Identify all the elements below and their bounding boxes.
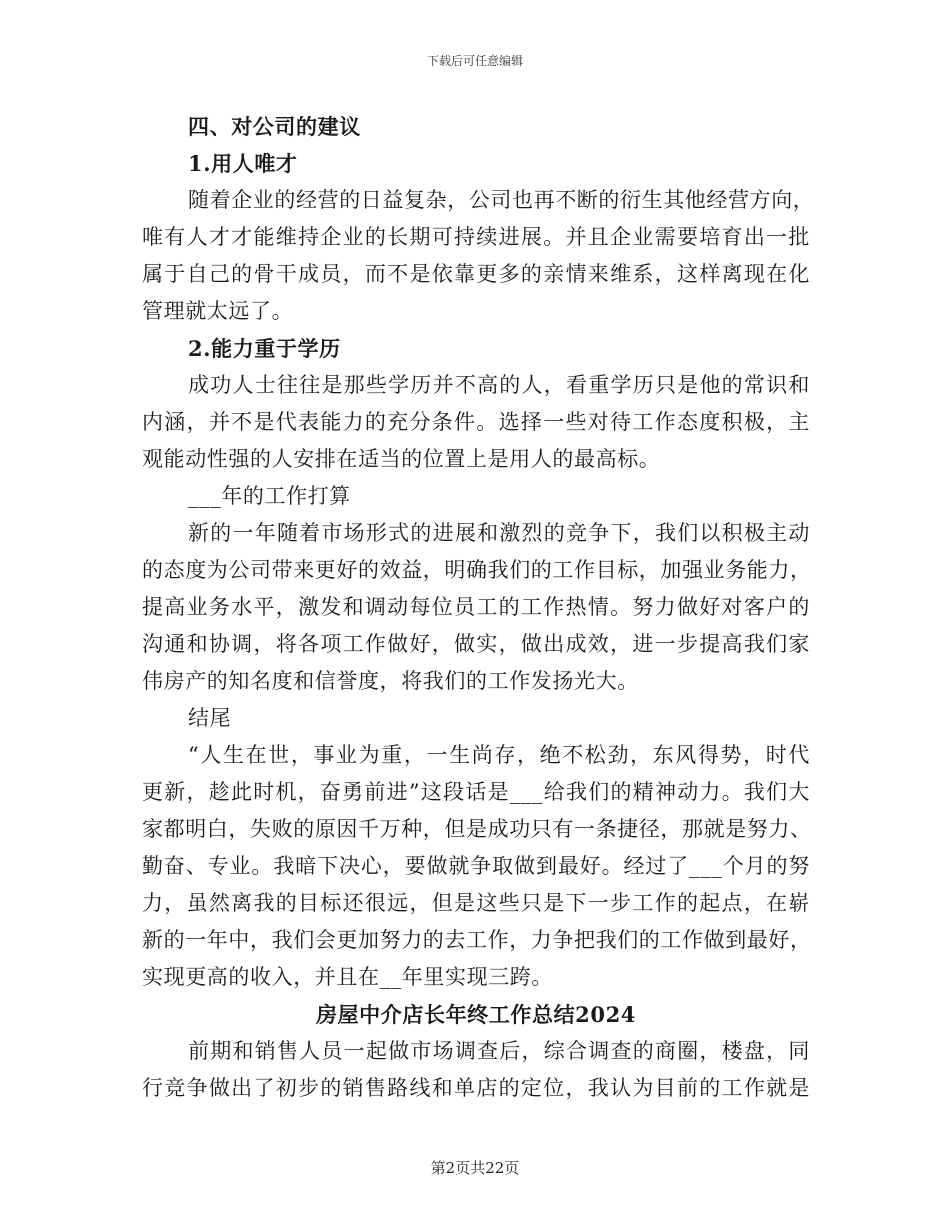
paragraph-line: 唯有人才才能维持企业的长期可持续进展。并且企业需要培育出一批 [142,225,810,249]
page-header: 下载后可任意编辑 [426,54,523,68]
paragraph-line: 家都明白，失败的原因千万种，但是成功只有一条捷径，那就是努力、 [142,817,812,841]
paragraph-line: 新的一年随着市场形式的进展和激烈的竞争下，我们以积极主动 [188,521,810,545]
paragraph-line: “人生在世，事业为重，一生尚存，绝不松劲，东风得势，时代 [188,743,810,767]
subsection-title: 2.能力重于学历 [188,336,341,361]
paragraph-line: 实现更高的收入，并且在__年里实现三跨。 [142,965,553,989]
paragraph-line: 内涵，并不是代表能力的充分条件。选择一些对待工作态度积极，主 [142,410,810,434]
paragraph-line: 伟房产的知名度和信誉度，将我们的工作发扬光大。 [142,669,639,693]
paragraph-line: 勤奋、专业。我暗下决心，要做就争取做到最好。经过了___个月的努 [142,854,810,878]
paragraph-line: 更新，趁此时机，奋勇前进”这段话是___给我们的精神动力。我们大 [142,780,810,804]
section-heading: 四、对公司的建议 [188,114,361,139]
paragraph-line: 前期和销售人员一起做市场调查后，综合调查的商圈，楼盘，同 [188,1039,810,1063]
section-title-plan: ___年的工作打算 [188,484,351,508]
article-title: 房屋中介店长年终工作总结2024 [315,1002,637,1027]
page-footer: 第2页共22页 [430,1159,520,1177]
paragraph-line: 提高业务水平，激发和调动每位员工的工作热情。努力做好对客户的 [142,595,810,619]
paragraph-line: 行竞争做出了初步的销售路线和单店的定位，我认为目前的工作就是 [142,1076,810,1100]
paragraph-line: 新的一年中，我们会更加努力的去工作，力争把我们的工作做到最好， [142,928,812,952]
paragraph-line: 成功人士往往是那些学历并不高的人，看重学历只是他的常识和 [188,373,810,397]
paragraph-line: 随着企业的经营的日益复杂，公司也再不断的衍生其他经营方向， [188,188,815,212]
paragraph-line: 属于自己的骨干成员，而不是依靠更多的亲情来维系，这样离现在化 [142,262,810,286]
paragraph-line: 的态度为公司带来更好的效益，明确我们的工作目标，加强业务能力， [142,558,812,582]
paragraph-line: 沟通和协调，将各项工作做好，做实，做出成效，进一步提高我们家 [142,632,810,656]
paragraph-line: 观能动性强的人安排在适当的位置上是用人的最高标。 [142,447,661,471]
section-title-ending: 结尾 [188,706,232,730]
paragraph-line: 力，虽然离我的目标还很远，但是这些只是下一步工作的起点，在崭 [142,891,810,915]
subsection-title: 1.用人唯才 [188,151,298,176]
document-body [142,108,815,1107]
paragraph-line: 管理就太远了。 [142,299,294,323]
